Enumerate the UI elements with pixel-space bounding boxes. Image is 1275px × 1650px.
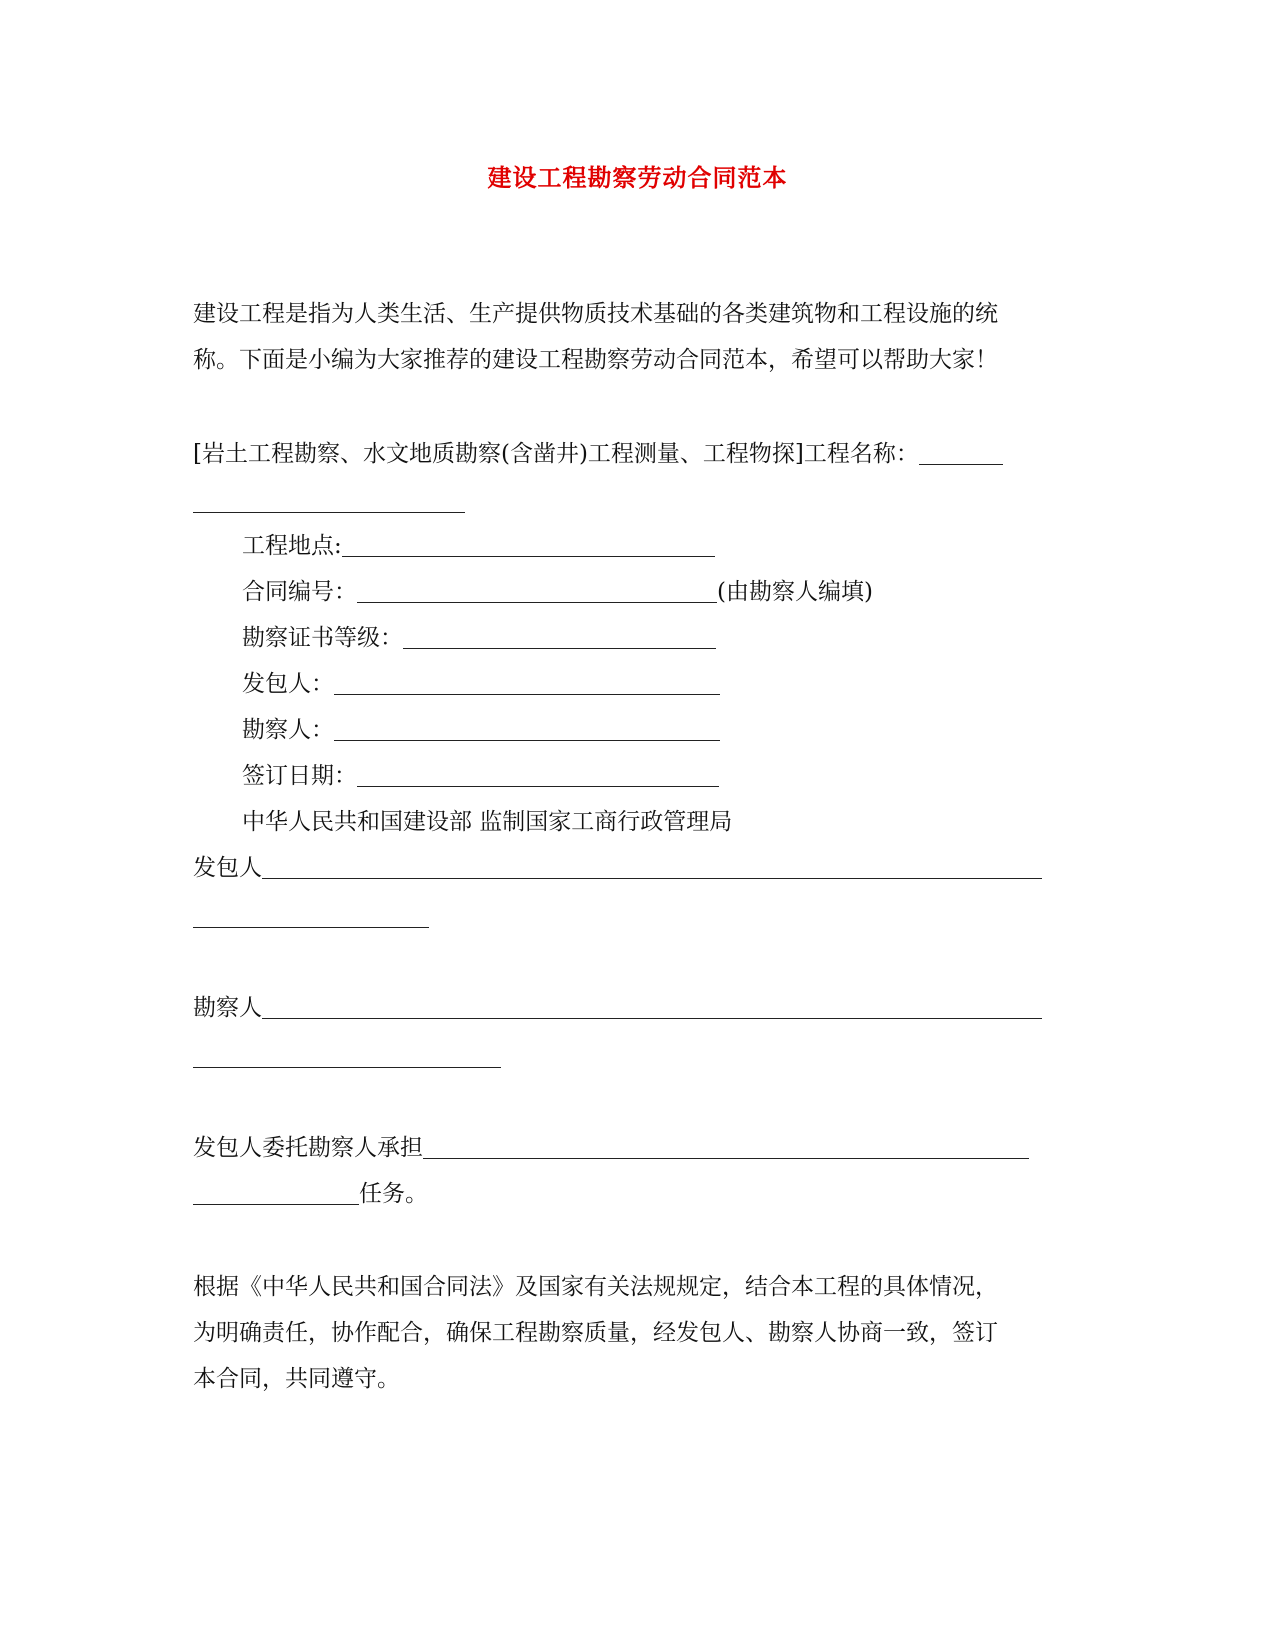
- basis-line-1: 根据《中华人民共和国合同法》及国家有关法规规定，结合本工程的具体情况，: [193, 1274, 998, 1300]
- sign-date-label: 签订日期：: [242, 763, 357, 789]
- entrust-suffix: 任务。: [359, 1181, 428, 1207]
- project-name-blank-cont[interactable]: [193, 512, 465, 513]
- supervision-line: 中华人民共和国建设部 监制国家工商行政管理局: [242, 809, 733, 835]
- surveyor-row: [242, 716, 720, 744]
- contract-no-note: (由勘察人编填): [717, 579, 873, 605]
- sign-date-row: [242, 762, 719, 790]
- surveyor-name-label: 勘察人: [193, 995, 262, 1021]
- project-name-blank[interactable]: [919, 444, 1003, 465]
- entrust-blank[interactable]: [423, 1138, 1029, 1159]
- contract-no-label: 合同编号：: [242, 579, 357, 605]
- cert-level-label: 勘察证书等级：: [242, 625, 403, 651]
- surveyor-blank[interactable]: [334, 720, 720, 741]
- employer-name-row: [193, 854, 1042, 882]
- basis-line-2: 为明确责任，协作配合，确保工程勘察质量，经发包人、勘察人协商一致，签订: [193, 1320, 998, 1346]
- entrust-row-2: [193, 1180, 428, 1208]
- employer-name-label: 发包人: [193, 855, 262, 881]
- project-name-row: [193, 440, 1003, 468]
- surveyor-name-blank[interactable]: [262, 998, 1042, 1019]
- contract-no-row: [242, 578, 873, 606]
- employer-blank[interactable]: [334, 674, 720, 695]
- employer-row: [242, 670, 720, 698]
- contract-no-blank[interactable]: [357, 582, 717, 603]
- entrust-row: [193, 1134, 1029, 1162]
- employer-field-label: 发包人：: [242, 671, 334, 697]
- intro-line-2: 称。下面是小编为大家推荐的建设工程勘察劳动合同范本，希望可以帮助大家！: [193, 347, 998, 373]
- project-type-label: [岩土工程勘察、水文地质勘察(含凿井)工程测量、工程物探]工程名称：: [193, 441, 919, 467]
- basis-line-3: 本合同，共同遵守。: [193, 1366, 400, 1392]
- sign-date-blank[interactable]: [357, 766, 719, 787]
- cert-level-row: [242, 624, 716, 652]
- location-label: 工程地点:: [242, 533, 342, 559]
- document-title: 建设工程勘察劳动合同范本: [487, 163, 788, 192]
- entrust-blank-cont[interactable]: [193, 1184, 359, 1205]
- employer-name-blank-cont[interactable]: [193, 927, 429, 928]
- location-blank[interactable]: [342, 536, 715, 557]
- entrust-prefix: 发包人委托勘察人承担: [193, 1135, 423, 1161]
- cert-level-blank[interactable]: [403, 628, 716, 649]
- employer-name-blank[interactable]: [262, 858, 1042, 879]
- surveyor-name-blank-cont[interactable]: [193, 1067, 501, 1068]
- intro-line-1: 建设工程是指为人类生活、生产提供物质技术基础的各类建筑物和工程设施的统: [193, 301, 998, 327]
- surveyor-name-row: [193, 994, 1042, 1022]
- surveyor-field-label: 勘察人：: [242, 717, 334, 743]
- location-row: [242, 532, 715, 560]
